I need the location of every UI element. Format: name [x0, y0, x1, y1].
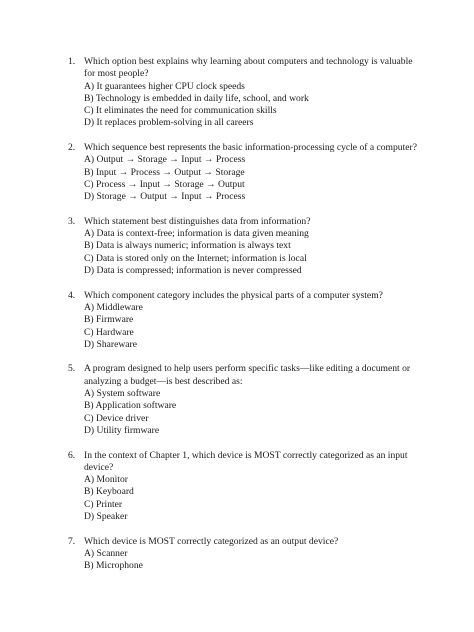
question-7 — [0, 536, 474, 573]
answer-option-d: D) Speaker — [84, 510, 128, 522]
question-number: 6. — [68, 449, 76, 461]
answer-option-d: D) Utility firmware — [84, 424, 160, 436]
answer-option-a: A) It guarantees higher CPU clock speeds — [84, 80, 245, 92]
question-page — [0, 56, 474, 585]
question-5 — [0, 363, 474, 437]
question-text: A program designed to help users perform specific tasks—like editing a document or analyzing a budget—is best described as: — [84, 363, 411, 387]
answer-option-d: D) Data is compressed; information is never compressed — [84, 265, 302, 277]
answer-option-a: A) System software — [84, 388, 161, 400]
answer-option-a: A) Output → Storage → Input → Process — [84, 154, 246, 166]
question-number: 7. — [68, 535, 76, 547]
question-text: Which sequence best represents the basic information-processing cycle of a computer? — [84, 142, 417, 154]
question-text: In the context of Chapter 1, which device is MOST correctly categorized as an input device? — [84, 449, 408, 473]
question-4 — [0, 290, 474, 351]
answer-option-b: B) Firmware — [84, 314, 134, 326]
question-number: 4. — [68, 289, 76, 301]
answer-option-d: D) It replaces problem-solving in all careers — [84, 117, 254, 129]
question-text: Which device is MOST correctly categorized as an output device? — [84, 535, 339, 547]
question-text: Which statement best distinguishes data from information? — [84, 215, 311, 227]
answer-option-d: D) Shareware — [84, 338, 138, 350]
question-text: Which option best explains why learning about computers and technology is valuable for most people? — [84, 56, 413, 80]
answer-option-b: B) Technology is embedded in daily life, school, and work — [84, 92, 309, 104]
answer-option-a: A) Middleware — [84, 301, 143, 313]
question-number: 1. — [68, 56, 76, 67]
question-number: 5. — [68, 363, 76, 375]
answer-option-c: C) Hardware — [84, 326, 134, 338]
question-3 — [0, 216, 474, 277]
question-number: 2. — [68, 142, 76, 154]
question-number: 3. — [68, 215, 76, 227]
question-2 — [0, 142, 474, 203]
answer-option-d: D) Storage → Output → Input → Process — [84, 191, 246, 203]
answer-option-b: B) Data is always numeric; information is always text — [84, 240, 291, 252]
answer-option-b: B) Keyboard — [84, 486, 134, 498]
answer-option-c: C) Process → Input → Storage → Output — [84, 178, 245, 190]
question-6 — [0, 450, 474, 524]
answer-option-b: B) Application software — [84, 400, 177, 412]
question-text: Which component category includes the physical parts of a computer system? — [84, 289, 383, 301]
answer-option-c: C) Device driver — [84, 412, 149, 424]
answer-option-a: A) Data is context-free; information is data given meaning — [84, 228, 309, 240]
answer-option-b: B) Input → Process → Output → Storage — [84, 166, 245, 178]
question-1 — [0, 56, 474, 130]
answer-option-b: B) Microphone — [84, 560, 143, 572]
answer-option-c: C) Printer — [84, 498, 123, 510]
answer-option-a: A) Scanner — [84, 547, 128, 559]
answer-option-c: C) Data is stored only on the Internet; information is local — [84, 252, 307, 264]
answer-option-c: C) It eliminates the need for communication skills — [84, 105, 277, 117]
answer-option-a: A) Monitor — [84, 474, 128, 486]
